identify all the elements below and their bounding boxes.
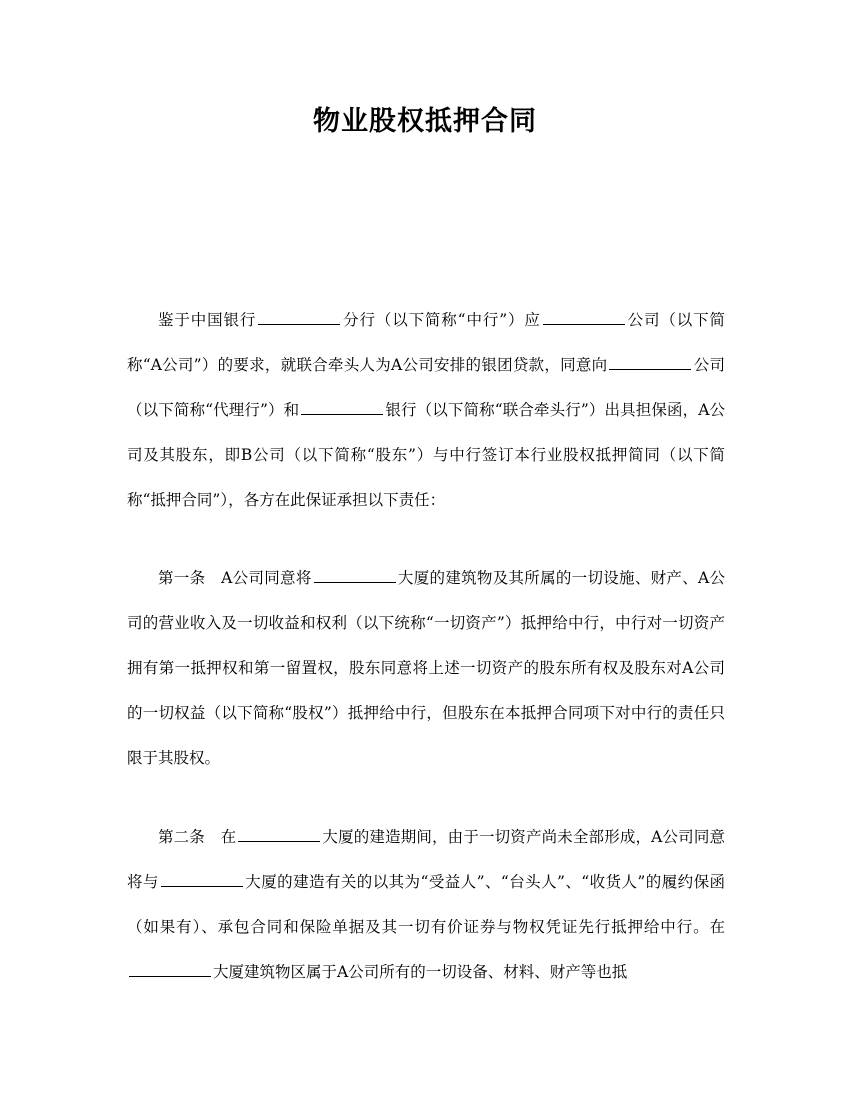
blank-line (301, 399, 383, 415)
text-segment: 大厦的建造有关的以其为“受益人”、“台头人”、“收货人”的履约保函（如果有）、承包合同和保险单据及其一切有价证券与物权凭证先行抵押给中行。在 (127, 873, 725, 936)
text-segment: 银行（以下简称“联合牵头行”）出具担保函，A公司及其股东，即B公司（以下简称“股东”）与中行签订本行业股权抵押简同（以下简称“抵押合同”），各方在此保证承担以下责任： (127, 401, 725, 509)
article-1-paragraph (127, 556, 725, 781)
page-title: 物业股权抵押合同 (313, 106, 537, 137)
blank-line (609, 354, 691, 370)
text-segment: 分行（以下简称“中行”）应 (342, 311, 541, 329)
blank-line (543, 309, 625, 325)
text-segment: 公司（以下简称“A公司”）的要求，就联合牵头人为A公司安排的银团贷款，同意向 (127, 311, 725, 374)
text-segment: 大厦的建筑物及其所属的一切设施、财产、A公司的营业收入及一切收益和权利（以下统称“一切资产”）抵押给中行，中行对一切资产拥有第一抵押权和第一留置权，股东同意将上述一切资产的股东所有权及股东对A公司的一切权益（以下简称“股权”）抵押给中行，但股东在本抵押合同项下对中行的责任只限于其股权。 (127, 569, 725, 767)
blank-line (238, 826, 320, 842)
text-segment: 鉴于中国银行 (158, 311, 257, 329)
blank-line (258, 309, 340, 325)
text-segment: 第一条 A公司同意将 (158, 569, 312, 587)
text-segment: 大厦的建造期间，由于一切资产尚未全部形成，A公司同意将与 (127, 828, 725, 891)
preamble-paragraph (127, 298, 725, 523)
blank-line (161, 871, 243, 887)
article-2-paragraph (127, 815, 725, 995)
blank-line (314, 567, 396, 583)
blank-line (129, 961, 211, 977)
text-segment: 第二条 在 (158, 828, 237, 846)
text-segment: 公司（以下简称“代理行”）和 (127, 356, 725, 419)
text-segment: 大厦建筑物区属于A公司所有的一切设备、材料、财产等也抵 (213, 963, 628, 981)
